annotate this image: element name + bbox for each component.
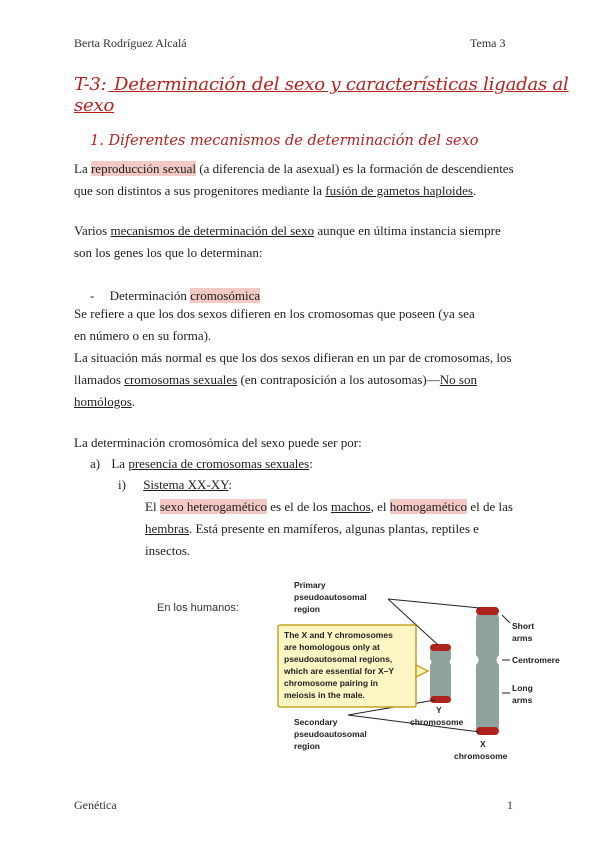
underline-machos: machos: [330, 499, 371, 514]
y-label-2: chromosome: [410, 717, 464, 727]
underline-presencia: presencia de cromosomas sexuales: [128, 456, 310, 471]
long-arms-label-2: arms: [512, 695, 533, 705]
underline-homologos: homólogos: [74, 394, 132, 409]
centromere-label: Centromere: [512, 655, 560, 665]
callout-line-4: which are essential for X–Y: [284, 666, 395, 676]
list-item-i: i) Sistema XX-XY:: [118, 477, 232, 492]
underline-no-son: No son: [439, 372, 477, 387]
paragraph-determination-types: La determinación cromosómica del sexo puede ser por:: [74, 435, 362, 450]
highlight-reproduccion-sexual: reproducción sexual: [90, 161, 197, 176]
header-author: Berta Rodríguez Alcalá: [74, 36, 187, 50]
callout-line-1: The X and Y chromosomes: [284, 630, 393, 640]
underline-fusion-gametos: fusión de gametos haploides: [325, 183, 473, 198]
highlight-homogametico: homogamético: [389, 499, 468, 514]
short-arms-label-1: Short: [512, 621, 535, 631]
page-title: [74, 74, 600, 116]
header-topic: Tema 3: [470, 36, 506, 50]
xy-chromosome-figure: [270, 575, 560, 761]
footer-subject: Genética: [74, 798, 117, 812]
section-heading: 1. Diferentes mecanismos de determinación del sexo: [90, 133, 479, 149]
x-label-1: X: [480, 739, 486, 749]
highlight-heterogametico: sexo heterogamético: [159, 499, 268, 514]
primary-label-2: pseudoautosomal: [294, 592, 367, 602]
paragraph-reproduction: La reproducción sexual (a diferencia de la asexual) es la formación de descendientes que son distintos a sus progenitores mediante la fusión de gametos haploides.: [74, 161, 514, 198]
title-text: Determinación del sexo y características ligadas al sexo: [74, 74, 569, 116]
long-arms-label-1: Long: [512, 683, 533, 693]
paragraph-chromosomal: Se refiere a que los dos sexos difieren en los cromosomas que poseen (ya sea en número o en su forma). La situación más normal es que los dos sexos difieran en un par de cromosomas, los llamados cromosomas sexuales (en contraposición a los autosomas)—No son homólogos.: [74, 306, 512, 409]
underline-sistema-xx-xy: Sistema XX-XY: [143, 477, 229, 492]
y-chromosome-shape: [430, 644, 451, 703]
highlight-cromosomica: cromosómica: [190, 288, 261, 303]
bullet-dash: -: [90, 288, 95, 303]
paragraph-xx-xy: El sexo heterogamético es el de los machos, el homogamético el de las hembras. Está presente en mamíferos, algunas plantas, reptiles e insectos.: [145, 499, 513, 558]
secondary-label-1: Secondary: [294, 717, 338, 727]
y-label-1: Y: [436, 705, 442, 715]
callout-line-6: meiosis in the male.: [284, 690, 365, 700]
callout-line-3: pseudoautosomal regions,: [284, 654, 393, 664]
list-item-a: a) La presencia de cromosomas sexuales:: [90, 456, 313, 471]
short-arms-label-2: arms: [512, 633, 533, 643]
secondary-label-2: pseudoautosomal: [294, 729, 367, 739]
figure-label: En los humanos:: [157, 602, 239, 614]
footer-page-number: 1: [507, 798, 513, 812]
x-chromosome-shape: [476, 607, 499, 735]
callout-line-2: are homologous only at: [284, 642, 380, 652]
underline-hembras: hembras: [145, 521, 190, 536]
primary-label-3: region: [294, 604, 320, 614]
secondary-label-3: region: [294, 741, 320, 751]
underline-cromosomas-sexuales: cromosomas sexuales: [124, 372, 238, 387]
callout-line-5: chromosome pairing in: [284, 678, 378, 688]
underline-mecanismos: mecanismos de determinación del sexo: [110, 223, 315, 238]
primary-label-1: Primary: [294, 580, 326, 590]
title-prefix: T-3:: [74, 74, 107, 95]
bullet-chromosomal: - Determinación cromosómica: [90, 288, 261, 303]
paragraph-mechanisms: Varios mecanismos de determinación del sexo aunque en última instancia siempre son los genes los que lo determinan:: [74, 223, 501, 260]
x-label-2: chromosome: [454, 751, 508, 761]
